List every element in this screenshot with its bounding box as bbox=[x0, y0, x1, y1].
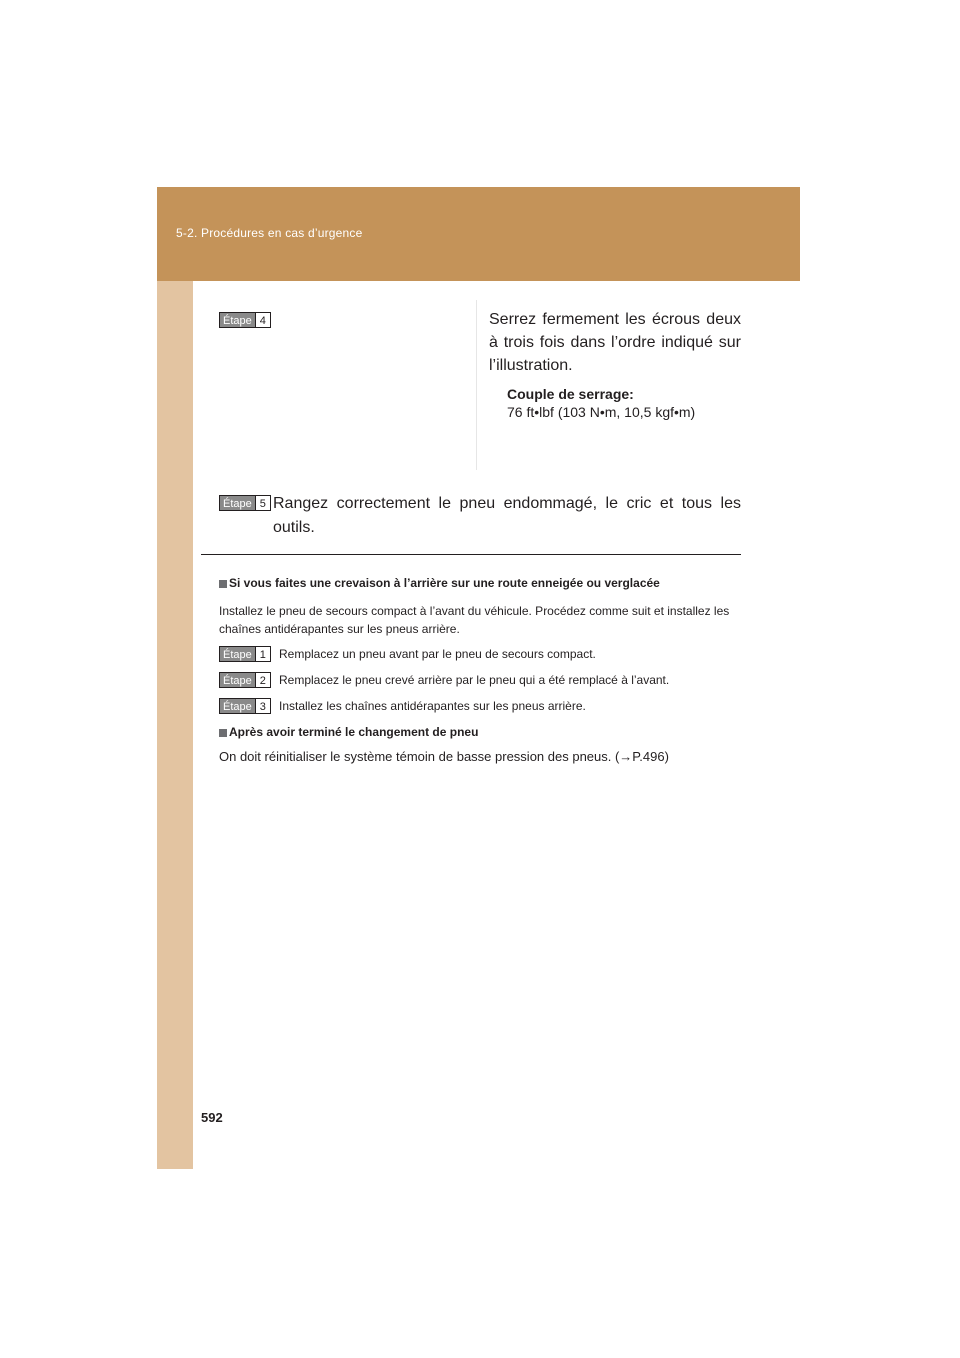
step-badge-label: Étape bbox=[220, 313, 255, 327]
step-5-text: Rangez correctement le pneu endommagé, le cric et tous les outils. bbox=[273, 495, 741, 536]
sub-step-2-badge bbox=[219, 672, 271, 688]
step-4-badge bbox=[219, 312, 271, 328]
sub-step-2-text: Remplacez le pneu crevé arrière par le pneu qui a été remplacé à l’avant. bbox=[279, 673, 670, 687]
sub-step-1-badge bbox=[219, 646, 271, 662]
step-badge-label: Étape bbox=[220, 673, 255, 687]
step-badge-number: 3 bbox=[255, 699, 270, 713]
section-title: 5-2. Procédures en cas d’urgence bbox=[176, 226, 363, 240]
note-heading-snow: Si vous faites une crevaison à l’arrière sur une route enneigée ou verglacée bbox=[229, 576, 660, 590]
step-4-text: Serrez fermement les écrous deux à trois fois dans l’ordre indiqué sur l’illustration. bbox=[489, 311, 741, 374]
note-heading-after-change: Après avoir terminé le changement de pneu bbox=[229, 725, 479, 739]
step-badge-label: Étape bbox=[220, 647, 255, 661]
bullet-square-icon bbox=[219, 729, 227, 737]
bullet-square-icon bbox=[219, 580, 227, 588]
page-number: 592 bbox=[201, 1110, 223, 1125]
torque-value: 76 ft•lbf (103 N•m, 10,5 kgf•m) bbox=[507, 404, 696, 420]
note-body-after-change: On doit réinitialiser le système témoin de basse pression des pneus. (→P.496) bbox=[219, 749, 669, 764]
sub-step-1-text: Remplacez un pneu avant par le pneu de secours compact. bbox=[279, 647, 596, 661]
section-divider bbox=[201, 554, 741, 555]
torque-title: Couple de serrage: bbox=[507, 386, 634, 402]
illustration-divider bbox=[476, 300, 477, 470]
side-band bbox=[157, 187, 193, 1169]
sub-step-3-text: Installez les chaînes antidérapantes sur les pneus arrière. bbox=[279, 699, 586, 713]
step-badge-label: Étape bbox=[220, 496, 255, 510]
step-badge-number: 5 bbox=[255, 496, 270, 510]
step-5-badge bbox=[219, 495, 271, 511]
step-badge-number: 2 bbox=[255, 673, 270, 687]
note-body-snow: Installez le pneu de secours compact à l’avant du véhicule. Procédez comme suit et installez les chaînes antidérapantes sur les pneus arrière. bbox=[219, 604, 730, 636]
step-badge-number: 4 bbox=[255, 313, 270, 327]
step-badge-number: 1 bbox=[255, 647, 270, 661]
step-badge-label: Étape bbox=[220, 699, 255, 713]
sub-step-3-badge bbox=[219, 698, 271, 714]
